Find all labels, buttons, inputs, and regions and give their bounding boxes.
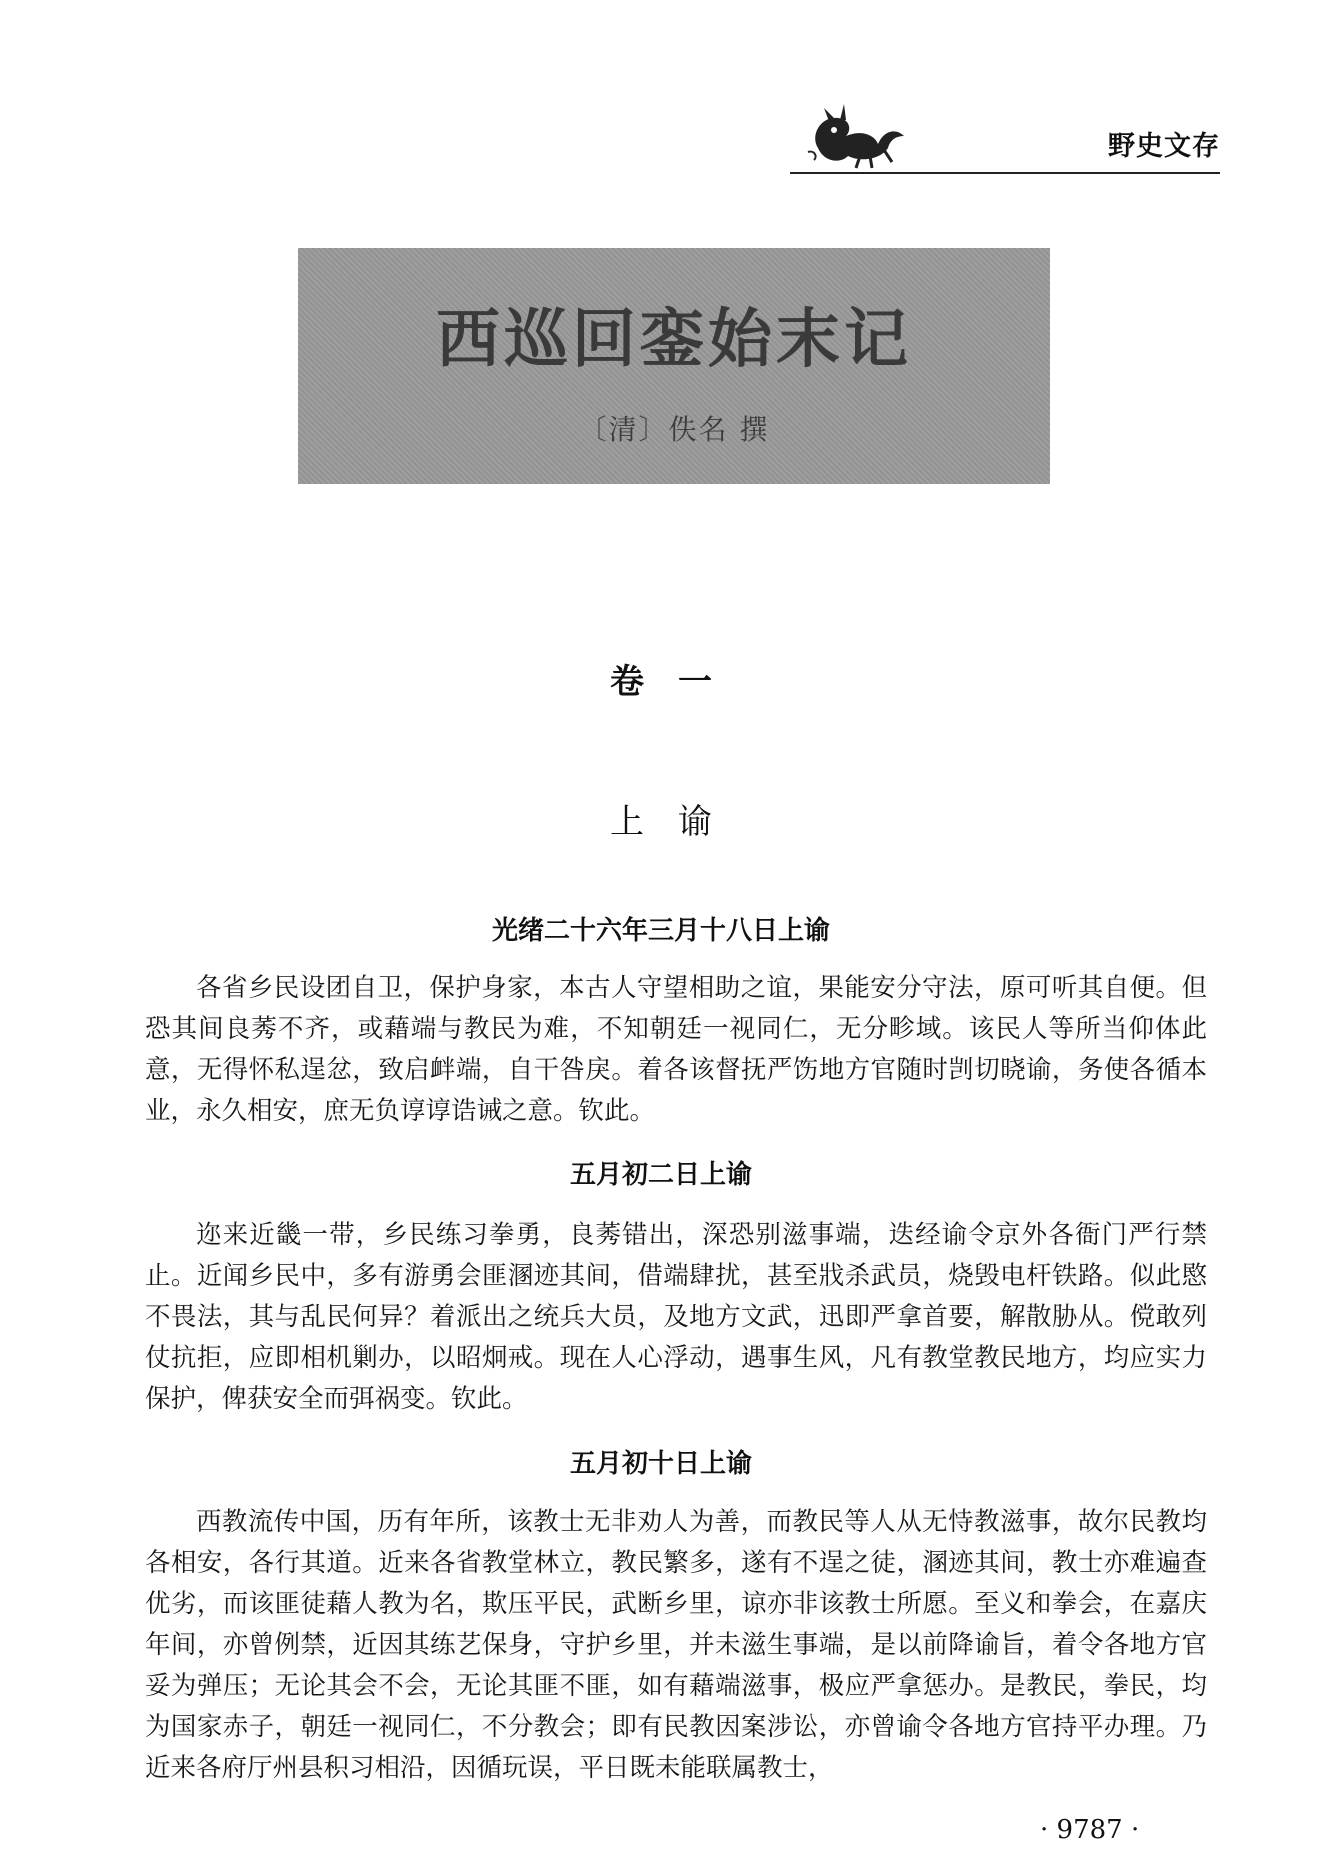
edict-body <box>145 1502 1207 1789</box>
book-author: 〔清〕佚名 撰 <box>578 413 770 446</box>
edict-paragraph: 各省乡民设团自卫，保护身家，本古人守望相助之谊，果能安分守法，原可听其自便。但恐其间良莠不齐，或藉端与教民为难，不知朝廷一视同仁，无分畛域。该民人等所当仰体此意，无得怀私逞忿，致启衅端，自干咎戾。着各该督抚严饬地方官随时剀切晓谕，务使各循本业，永久相安，庶无负谆谆诰诫之意。钦此。 <box>145 973 1207 1126</box>
section-heading: 上 谕 <box>610 802 712 842</box>
book-title: 西巡回銮始末记 <box>436 302 912 377</box>
header-rule <box>790 172 1220 174</box>
edict-body <box>145 968 1207 1132</box>
edict-paragraph: 迩来近畿一带，乡民练习拳勇，良莠错出，深恐别滋事端，迭经谕令京外各衙门严行禁止。近闻乡民中，多有游勇会匪溷迹其间，借端肆扰，甚至戕杀武员，烧毁电杆铁路。似此愍不畏法，其与乱民何异？着派出之统兵大员，及地方文武，迅即严拿首要，解散胁从。傥敢列仗抗拒，应即相机剿办，以昭炯戒。现在人心浮动，遇事生风，凡有教堂教民地方，均应实力保护，俾获安全而弭祸变。钦此。 <box>145 1220 1207 1414</box>
running-header <box>790 100 1220 170</box>
volume-heading: 卷 一 <box>610 662 712 702</box>
title-banner <box>298 248 1050 484</box>
edict-title: 五月初二日上谕 <box>569 1160 752 1190</box>
page-number: · 9787 · <box>1040 1815 1140 1845</box>
edict-title: 光绪二十六年三月十八日上谕 <box>491 916 830 946</box>
edict-title: 五月初十日上谕 <box>569 1449 752 1479</box>
edict-paragraph: 西教流传中国，历有年所，该教士无非劝人为善，而教民等人从无恃教滋事，故尔民教均各相安，各行其道。近来各省教堂林立，教民繁多，遂有不逞之徒，溷迹其间，教士亦难遍查优劣，而该匪徒藉人教为名，欺压平民，武断乡里，谅亦非该教士所愿。至义和拳会，在嘉庆年间，亦曾例禁，近因其练艺保身，守护乡里，并未滋生事端，是以前降谕旨，着令各地方官妥为弹压；无论其会不会，无论其匪不匪，如有藉端滋事，极应严拿惩办。是教民，拳民，均为国家赤子，朝廷一视同仁，不分教会；即有民教因案涉讼，亦曾谕令各地方官持平办理。乃近来各府厅州县积习相沿，因循玩误，平日既未能联属教士， <box>145 1507 1207 1783</box>
edict-body <box>145 1215 1207 1420</box>
series-title: 野史文存 <box>1108 131 1220 162</box>
dragon-icon <box>800 100 910 170</box>
